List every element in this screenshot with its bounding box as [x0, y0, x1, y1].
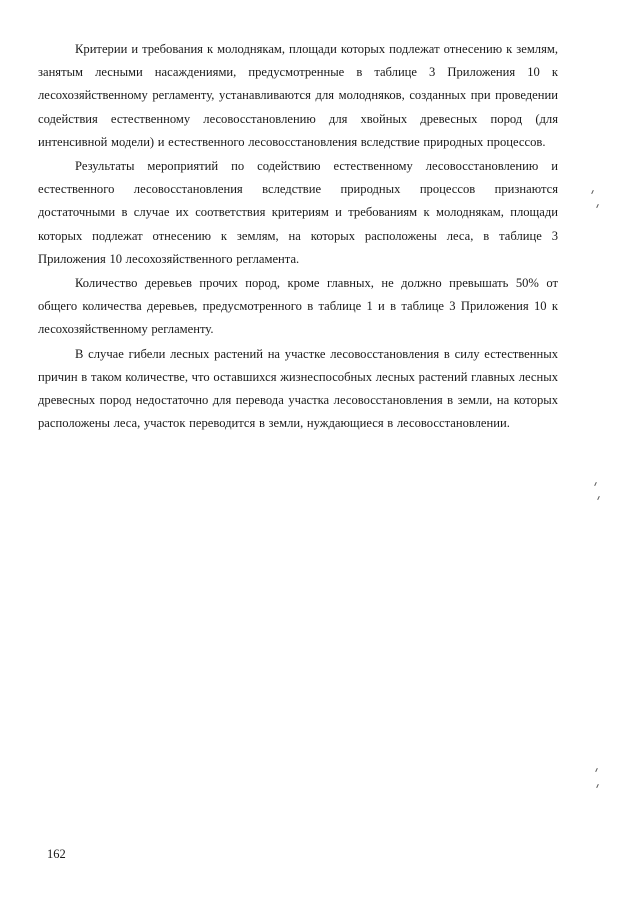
scan-artifact [596, 784, 599, 788]
paragraph-criteria: Критерии и требования к молоднякам, площади которых подлежат отнесению к землям, занятым лесными насаждениями, предусмотренные в таблице 3 Приложения 10 к лесохозяйственному регламенту, устанавливаются для молодняков, созданных при проведении содействия естественному лесовосстановлению для хвойных древесных пород (для интенсивной модели) и естественного лесовосстановления вследствие природных процессов. [38, 42, 558, 149]
body-text [38, 38, 558, 435]
scan-artifact [595, 768, 598, 772]
scan-artifact [591, 190, 594, 194]
scan-artifact [596, 204, 599, 208]
scan-artifact [594, 482, 597, 486]
scan-artifact [597, 496, 600, 500]
paragraph-plant-loss: В случае гибели лесных растений на участке лесовосстановления в силу естественных причин в таком количестве, что оставшихся жизнеспособных лесных растений главных лесных древесных пород недостаточно для перевода участка лесовосстановления в земли, на которых расположены леса, участок переводится в земли, нуждающиеся в лесовосстановлении. [38, 346, 558, 431]
paragraph-tree-count: Количество деревьев прочих пород, кроме главных, не должно превышать 50% от общего количества деревьев, предусмотренного в таблице 1 и в таблице 3 Приложения 10 к лесохозяйственному регламенту. [38, 276, 558, 337]
paragraph-results: Результаты мероприятий по содействию естественному лесовосстановлению и естественного лесовосстановления вследствие природных процессов признаются достаточными в случае их соответствия критериям и требованиям к молоднякам, площади которых подлежат отнесению к землям, на которых расположены леса, в таблице 3 Приложения 10 лесохозяйственного регламента. [38, 159, 558, 266]
page-number: 162 [47, 847, 66, 861]
